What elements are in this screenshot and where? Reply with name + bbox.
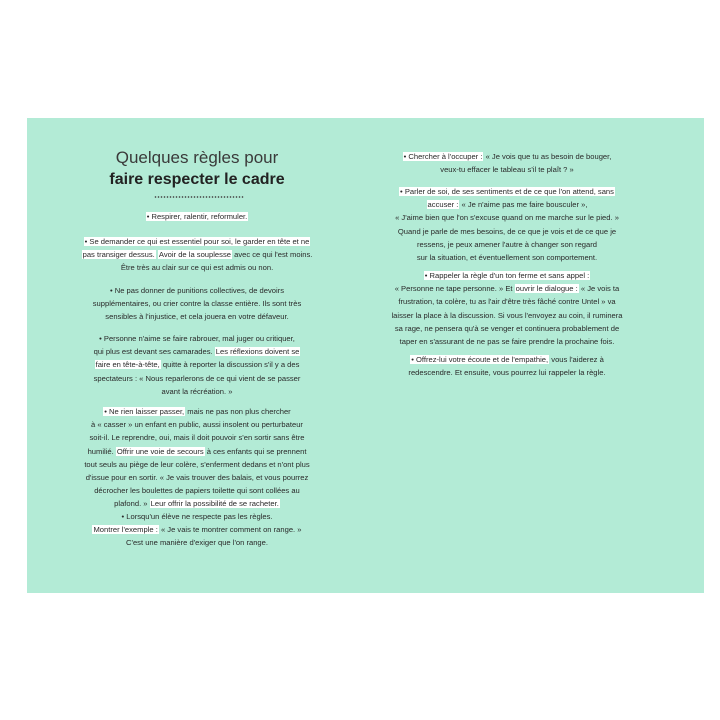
highlight: accuser :	[427, 200, 459, 210]
text: à ces enfants qui se prennent	[206, 446, 307, 456]
text: sensibles à l'injustice, et cela jouera en votre défaveur.	[105, 312, 289, 322]
highlight: Leur offrir la possibilité de se racheter.	[150, 499, 279, 509]
paragraph	[77, 332, 317, 398]
text: avant la récréation. »	[161, 386, 233, 396]
text: « Je vois ta	[580, 284, 620, 294]
text: taper en s'assurant de ne pas se faire prendre la prochaine fois.	[399, 337, 615, 347]
highlight: Montrer l'exemple :	[93, 525, 158, 535]
highlight: Avoir de la souplesse	[158, 250, 231, 260]
paragraph	[77, 405, 317, 511]
text: • Personne n'aime se faire rabrouer, mal juger ou critiquer,	[99, 334, 295, 343]
highlight: • Ne rien laisser passer,	[104, 407, 185, 416]
text: Quand je parle de mes besoins, de ce que je vois et de ce que je	[397, 226, 617, 236]
paragraph	[387, 353, 627, 379]
highlight: Offrir une voie de secours	[116, 446, 204, 456]
paragraph	[77, 210, 317, 223]
text: « Je vais te montrer comment on range. »	[160, 525, 302, 535]
text: plafond. »	[114, 499, 148, 509]
text: laisser la place à la discussion. Si vous l'envoyez au coin, il ruminera	[391, 310, 623, 320]
text: sa rage, ne pensera qu'à se venger et continuera probablement de	[394, 323, 620, 333]
page-title-line1: Quelques règles pour	[115, 148, 279, 167]
text: C'est une manière d'exiger que l'on range.	[126, 538, 268, 548]
highlight: • Parler de soi, de ses sentiments et de ce que l'on attend, sans	[400, 187, 614, 196]
paragraph	[387, 150, 627, 176]
highlight: pas transiger dessus.	[82, 250, 155, 260]
highlight: faire en tête-à-tête,	[95, 360, 160, 370]
text: redescendre. Et ensuite, vous pourrez lui rappeler la règle.	[408, 368, 606, 378]
paragraph	[77, 510, 317, 550]
text: ressens, je peux amener l'autre à changer son regard	[416, 239, 597, 249]
text: « J'aime bien que l'on s'excuse quand on me marche sur le pied. »	[395, 213, 619, 223]
text: Être très au clair sur ce qui est admis ou non.	[120, 263, 274, 273]
text: « Je vois que tu as besoin de bouger,	[485, 152, 612, 161]
text: sur la situation, et éventuellement son comportement.	[416, 253, 598, 263]
text: humilié.	[87, 446, 114, 456]
text: supplémentaires, ou crier contre la classe entière. Ils sont très	[92, 299, 302, 309]
text: qui plus est devant ses camarades.	[93, 347, 213, 357]
text: Et	[505, 284, 513, 294]
page-title-line2: faire respecter le cadre	[109, 171, 285, 188]
text: frustration, ta colère, tu as l'air d'être très fâché contre Untel » va	[398, 297, 616, 307]
book-spread	[27, 118, 704, 593]
highlight: ouvrir le dialogue :	[515, 284, 578, 294]
highlight: Les réflexions doivent se	[215, 347, 300, 357]
text: • Lorsqu'un élève ne respecte pas les règles.	[121, 512, 273, 521]
paragraph	[77, 284, 317, 324]
paragraph	[387, 269, 627, 348]
paragraph	[77, 235, 317, 275]
text: d'issue pour en sortir. « Je vais trouver des balais, et vous pourrez	[85, 473, 309, 483]
text: « Je n'aime pas me faire bousculer »,	[461, 200, 588, 210]
text: quitte à reporter la discussion s'il y a des	[162, 360, 300, 370]
text: soit-il. Le reprendre, oui, mais il doit pouvoir s'en sortir sans être	[89, 433, 305, 443]
text: veux-tu effacer le tableau s'il te plaît ? »	[440, 165, 574, 175]
highlight: • Rappeler la règle d'un ton ferme et sans appel :	[424, 271, 590, 280]
text: à « casser » un enfant en public, aussi insolent ou perturbateur	[91, 420, 303, 430]
text: « Personne ne tape personne. »	[394, 284, 504, 294]
text: • Ne pas donner de punitions collectives, de devoirs	[109, 286, 285, 295]
highlight: • Chercher à l'occuper :	[403, 152, 483, 161]
text: mais ne pas non plus chercher	[187, 407, 291, 416]
highlight: • Respirer, ralentir, reformuler.	[146, 212, 248, 221]
dotted-divider	[154, 196, 244, 198]
text: vous l'aiderez à	[551, 355, 604, 364]
text: décrocher les boulettes de papiers toilette qui sont collées au	[94, 486, 300, 496]
paragraph	[387, 185, 627, 264]
highlight: • Se demander ce qui est essentiel pour soi, le garder en tête et ne	[84, 237, 310, 246]
text: spectateurs : « Nous reparlerons de ce qui vient de se passer	[93, 373, 301, 383]
text: tout seuls au piège de leur colère, s'enferment dedans et n'ont plus	[84, 459, 310, 469]
highlight: • Offrez-lui votre écoute et de l'empathie,	[411, 355, 549, 364]
text: avec ce qui l'est moins.	[234, 250, 313, 260]
